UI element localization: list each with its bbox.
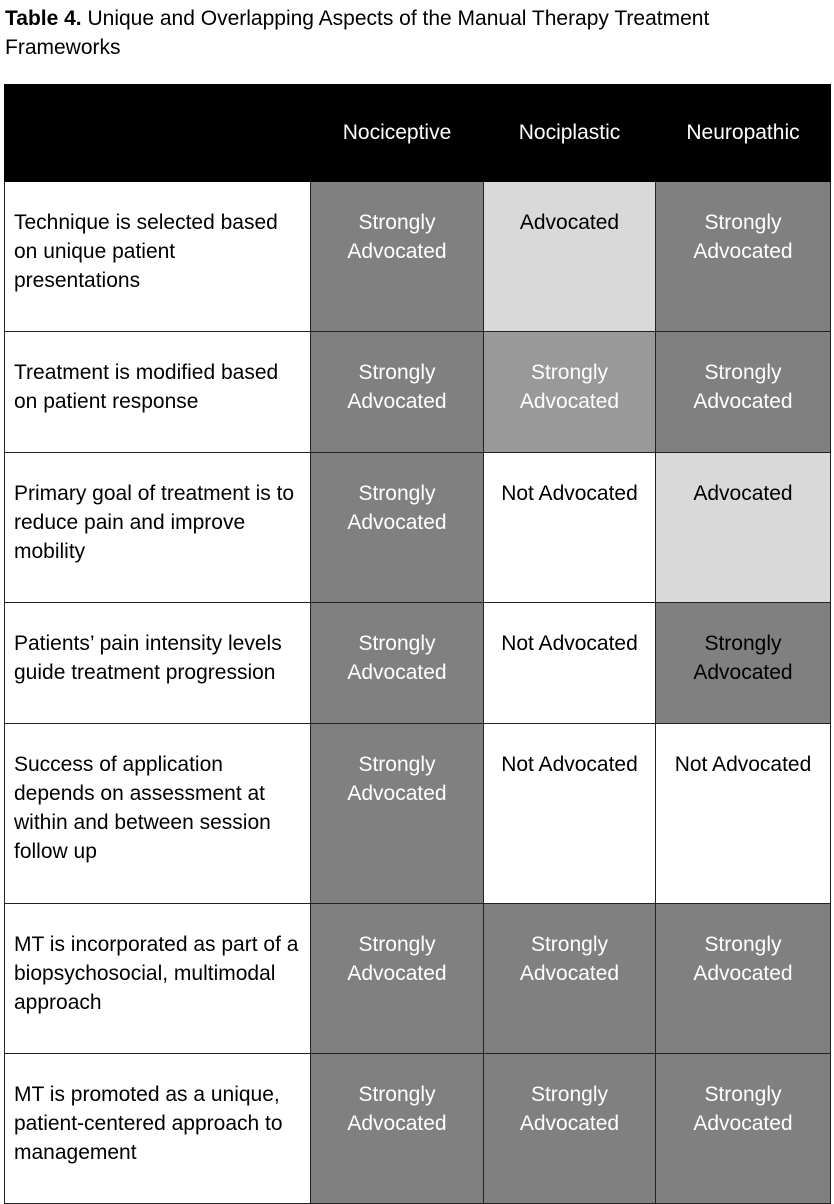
rating-cell-nociceptive: Strongly Advocated [311, 453, 484, 603]
aspect-cell: MT is promoted as a unique, patient-centered approach to management [5, 1054, 311, 1204]
rating-cell-nociplastic: Not Advocated [484, 724, 656, 904]
aspect-cell: MT is incorporated as part of a biopsychosocial, multimodal approach [5, 904, 311, 1054]
rating-cell-nociceptive: Strongly Advocated [311, 182, 484, 332]
table-caption [5, 4, 805, 62]
rating-cell-nociplastic: Strongly Advocated [484, 1054, 656, 1204]
rating-cell-neuropathic: Strongly Advocated [656, 603, 831, 724]
rating-cell-nociplastic: Strongly Advocated [484, 332, 656, 453]
rating-cell-nociplastic: Not Advocated [484, 453, 656, 603]
rating-cell-neuropathic: Strongly Advocated [656, 1054, 831, 1204]
table-row [5, 904, 831, 1054]
table-row [5, 182, 831, 332]
rating-cell-nociplastic: Advocated [484, 182, 656, 332]
rating-cell-neuropathic: Strongly Advocated [656, 904, 831, 1054]
table-number: Table 4. [5, 7, 82, 30]
header-nociplastic: Nociplastic [484, 85, 656, 182]
frameworks-table [4, 84, 831, 1204]
rating-cell-neuropathic: Advocated [656, 453, 831, 603]
header-empty [5, 85, 311, 182]
rating-cell-nociceptive: Strongly Advocated [311, 603, 484, 724]
rating-cell-nociplastic: Strongly Advocated [484, 904, 656, 1054]
aspect-cell: Success of application depends on assessment at within and between session follow up [5, 724, 311, 904]
aspect-cell: Treatment is modified based on patient response [5, 332, 311, 453]
table-row [5, 603, 831, 724]
rating-cell-neuropathic: Not Advocated [656, 724, 831, 904]
table-row [5, 453, 831, 603]
table-row [5, 724, 831, 904]
table-row [5, 1054, 831, 1204]
rating-cell-neuropathic: Strongly Advocated [656, 182, 831, 332]
rating-cell-nociceptive: Strongly Advocated [311, 904, 484, 1054]
aspect-cell: Primary goal of treatment is to reduce pain and improve mobility [5, 453, 311, 603]
aspect-cell: Technique is selected based on unique patient presentations [5, 182, 311, 332]
header-nociceptive: Nociceptive [311, 85, 484, 182]
rating-cell-nociceptive: Strongly Advocated [311, 1054, 484, 1204]
table-row [5, 332, 831, 453]
rating-cell-nociceptive: Strongly Advocated [311, 332, 484, 453]
rating-cell-nociceptive: Strongly Advocated [311, 724, 484, 904]
rating-cell-nociplastic: Not Advocated [484, 603, 656, 724]
aspect-cell: Patients’ pain intensity levels guide treatment progression [5, 603, 311, 724]
rating-cell-neuropathic: Strongly Advocated [656, 332, 831, 453]
header-neuropathic: Neuropathic [656, 85, 831, 182]
header-row [5, 85, 831, 182]
table-title: Unique and Overlapping Aspects of the Manual Therapy Treatment Frameworks [5, 7, 710, 59]
